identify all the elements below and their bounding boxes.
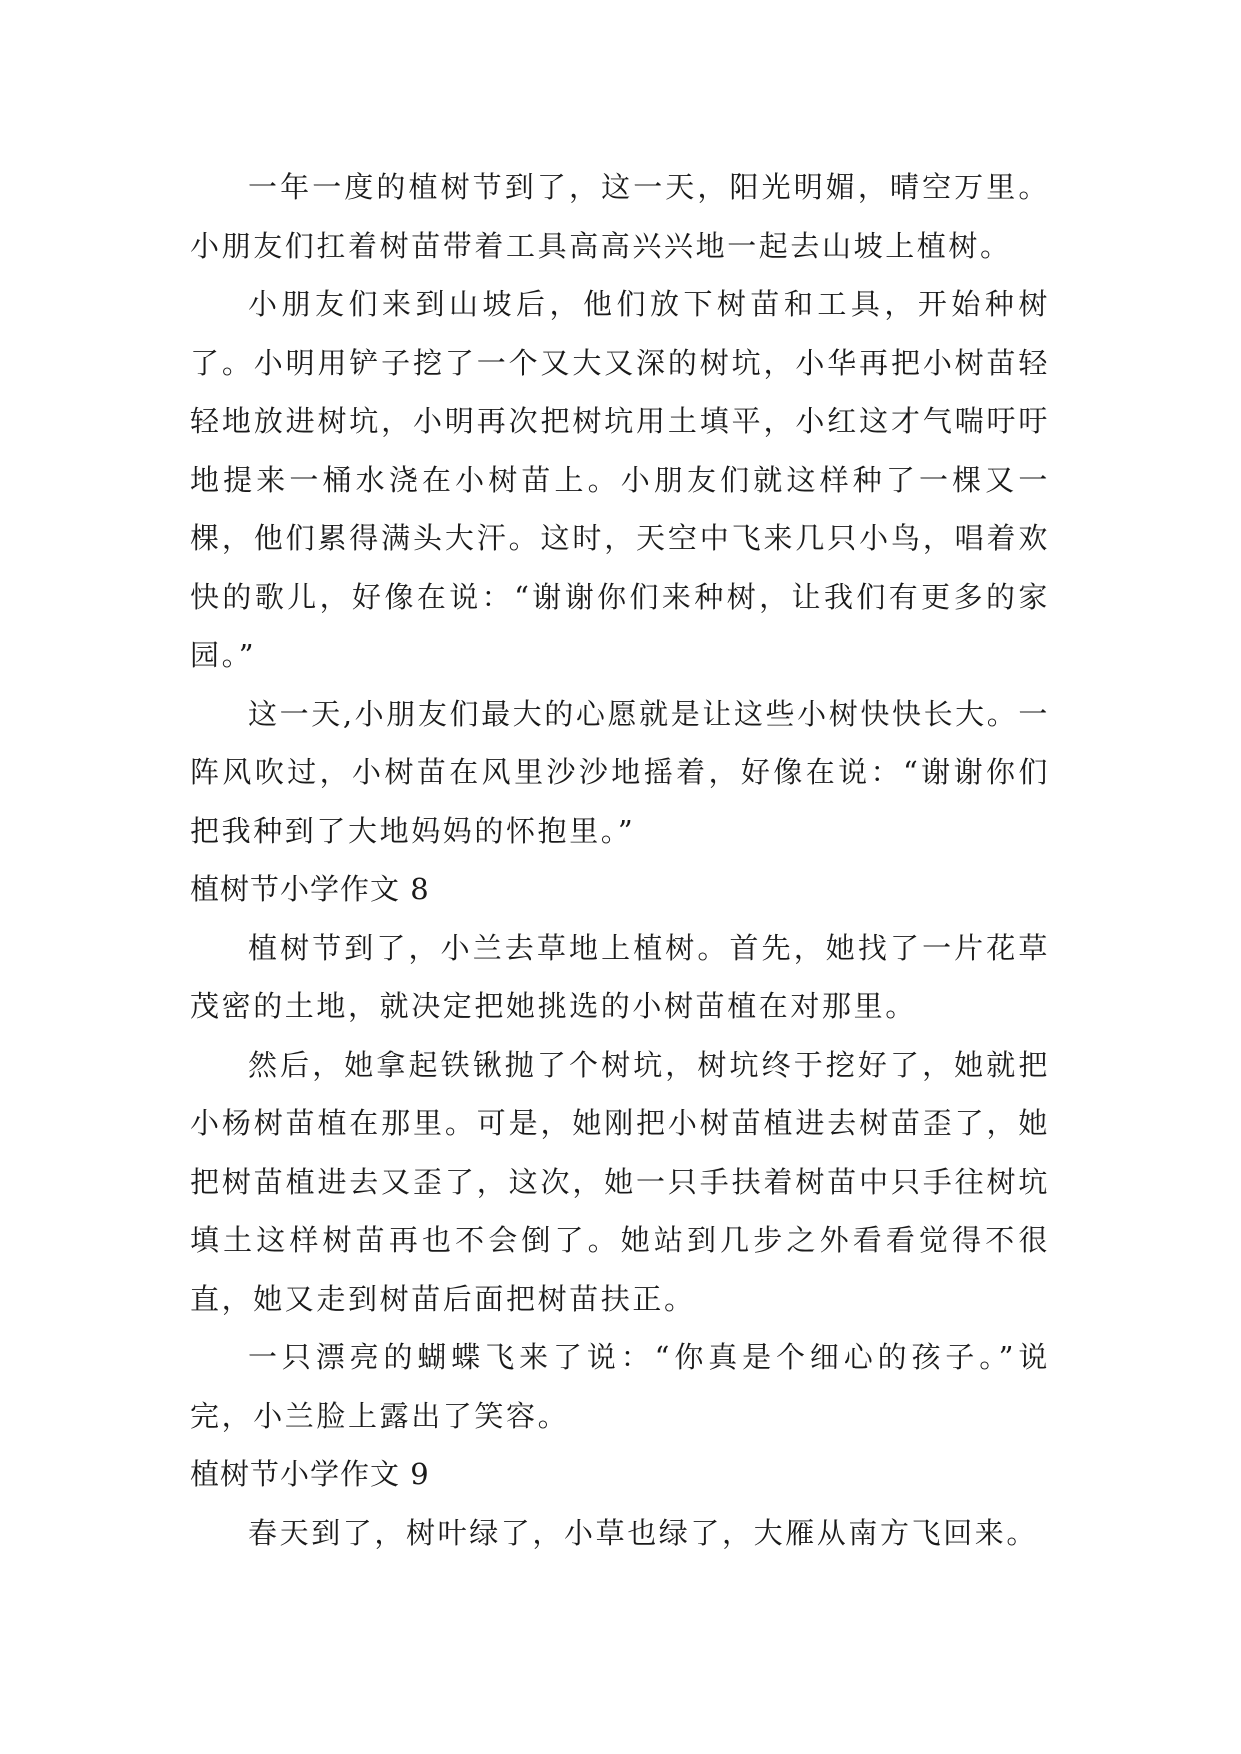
paragraph: 这一天,小朋友们最大的心愿就是让这些小树快快长大。一阵风吹过，小树苗在风里沙沙地摇着，好像在说：“谢谢你们把我种到了大地妈妈的怀抱里。” xyxy=(190,696,1050,848)
paragraph: 然后，她拿起铁锹抛了个树坑，树坑终于挖好了，她就把小杨树苗植在那里。可是，她刚把小树苗植进去树苗歪了，她把树苗植进去又歪了，这次，她一只手扶着树苗中只手往树坑填土这样树苗再也不会倒了。她站到几步之外看看觉得不很直，她又走到树苗后面把树苗扶正。 xyxy=(190,1047,1050,1316)
section-heading: 植树节小学作文 9 xyxy=(190,1457,430,1491)
paragraph: 一只漂亮的蝴蝶飞来了说：“你真是个细心的孩子。”说完，小兰脸上露出了笑容。 xyxy=(190,1340,1050,1433)
paragraph: 春天到了，树叶绿了，小草也绿了，大雁从南方飞回来。 xyxy=(248,1515,1039,1550)
paragraph: 植树节到了，小兰去草地上植树。首先，她找了一片花草茂密的土地，就决定把她挑选的小树苗植在对那里。 xyxy=(190,930,1050,1023)
paragraph: 小朋友们来到山坡后，他们放下树苗和工具，开始种树了。小明用铲子挖了一个又大又深的树坑，小华再把小树苗轻轻地放进树坑，小明再次把树坑用土填平，小红这才气喘吁吁地提来一桶水浇在小树苗上。小朋友们就这样种了一棵又一棵，他们累得满头大汗。这时，天空中飞来几只小鸟，唱着欢快的歌儿，好像在说：“谢谢你们来种树，让我们有更多的家园。” xyxy=(190,287,1050,672)
section-heading: 植树节小学作文 8 xyxy=(190,872,430,906)
document-body xyxy=(190,158,1050,1562)
paragraph: 一年一度的植树节到了，这一天，阳光明媚，晴空万里。小朋友们扛着树苗带着工具高高兴兴地一起去山坡上植树。 xyxy=(190,170,1050,263)
